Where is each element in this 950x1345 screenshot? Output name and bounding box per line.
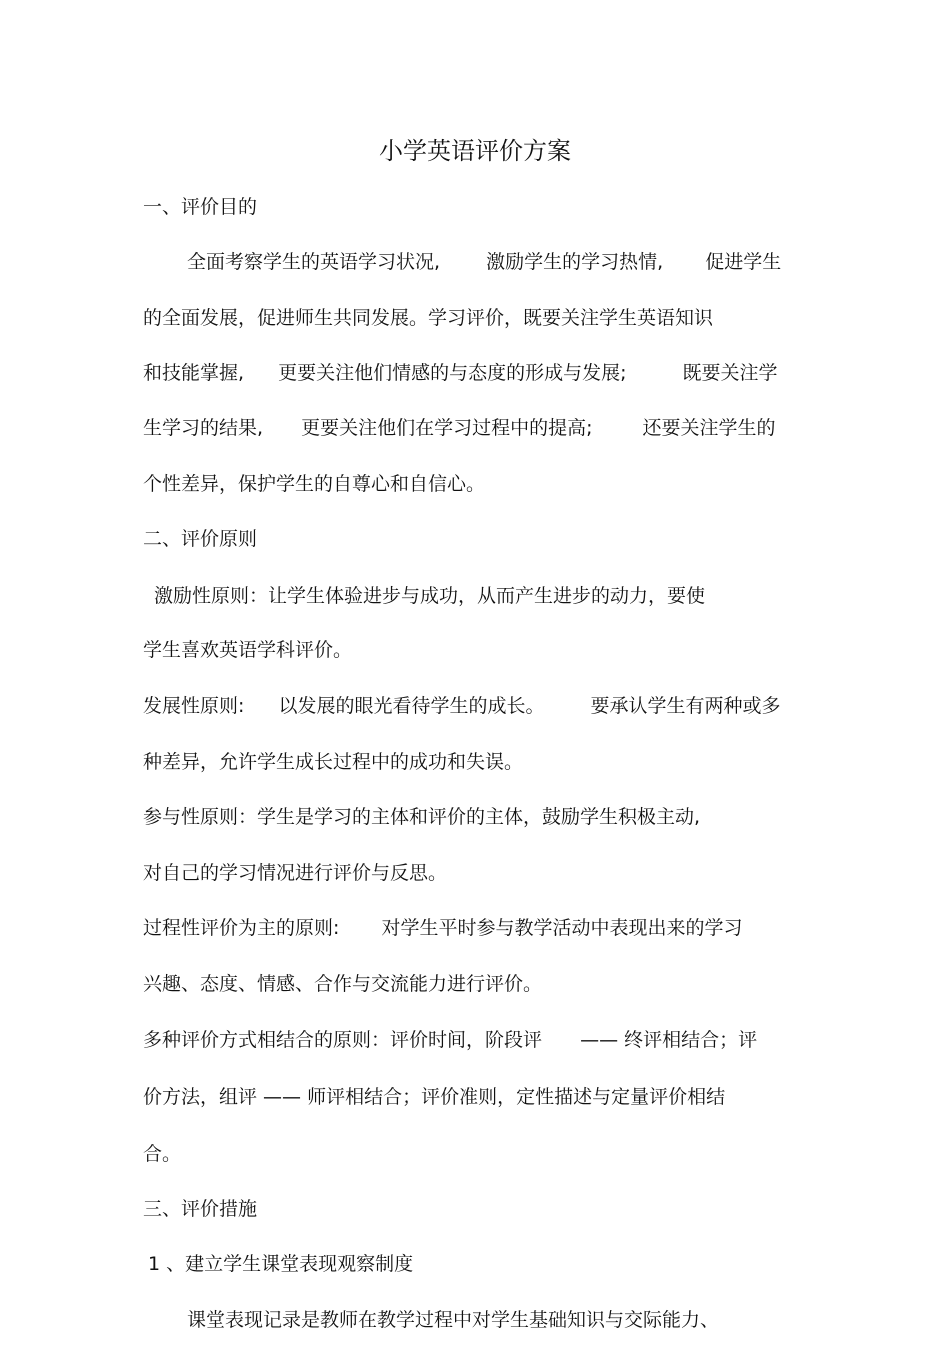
text-segment: 以发展的眼光看待学生的成长。 [278, 695, 545, 717]
text-segment: 发展性原则: [143, 695, 245, 717]
text-segment: 课堂表现记录是教师在教学过程中对学生基础知识与交际能力、 [187, 1309, 720, 1331]
text-segment: 促进学生 [705, 251, 782, 273]
text-segment: 价方法，组评 —— 师评相结合；评价准则，定性描述与定量评价相结 [143, 1086, 726, 1108]
text-segment: 对学生平时参与教学活动中表现出来的学习 [381, 917, 743, 939]
text-segment: 激励性原则：让学生体验进步与成功，从而产生进步的动力，要使 [154, 585, 706, 607]
text-segment: 1 、建立学生课堂表现观察制度 [148, 1253, 414, 1275]
subsection-heading [148, 1248, 413, 1280]
text-segment: 学生喜欢英语学科评价。 [143, 639, 353, 661]
paragraph-line [143, 801, 700, 833]
text-segment: 更要关注他们在学习过程中的提高; [301, 417, 593, 439]
text-segment: 多种评价方式相结合的原则：评价时间，阶段评 [143, 1029, 543, 1051]
section-heading [143, 523, 257, 555]
document-title: 小学英语评价方案 [379, 137, 571, 165]
text-segment: 和技能掌握, [143, 362, 245, 384]
text-segment: 全面考察学生的英语学习状况, [187, 251, 441, 273]
paragraph-line [154, 580, 705, 612]
text-segment: 合。 [143, 1143, 182, 1165]
paragraph-line [143, 302, 713, 334]
paragraph-line [143, 357, 778, 389]
paragraph-line [143, 1081, 725, 1113]
text-segment: 要承认学生有两种或多 [590, 695, 781, 717]
text-segment: 更要关注他们情感的与态度的形成与发展; [278, 362, 627, 384]
text-segment: 二、评价原则 [143, 528, 258, 550]
text-segment: 参与性原则：学生是学习的主体和评价的主体，鼓励学生积极主动, [143, 806, 701, 828]
paragraph-line [143, 968, 542, 1000]
paragraph-line [143, 1138, 181, 1170]
paragraph-line [187, 1304, 719, 1336]
text-segment: 激励学生的学习热情, [486, 251, 664, 273]
paragraph-line [143, 468, 485, 500]
section-heading [143, 191, 257, 223]
text-segment: 一、评价目的 [143, 196, 258, 218]
text-segment: 三、评价措施 [143, 1198, 258, 1220]
paragraph-line [143, 634, 352, 666]
paragraph-line [187, 246, 781, 278]
paragraph-line [143, 690, 781, 722]
text-segment: 过程性评价为主的原则: [143, 917, 340, 939]
text-segment: 个性差异，保护学生的自尊心和自信心。 [143, 473, 486, 495]
text-segment: 还要关注学生的 [642, 417, 776, 439]
text-segment: 种差异，允许学生成长过程中的成功和失误。 [143, 751, 524, 773]
section-heading [143, 1193, 257, 1225]
text-segment: 生学习的结果, [143, 417, 264, 439]
paragraph-line [143, 412, 776, 444]
paragraph-line [143, 1024, 757, 1056]
text-segment: 的全面发展，促进师生共同发展。学习评价，既要关注学生英语知识 [143, 307, 714, 329]
text-segment: 既要关注学 [682, 362, 778, 384]
paragraph-line [143, 912, 742, 944]
paragraph-line [143, 746, 523, 778]
text-segment: 兴趣、态度、情感、合作与交流能力进行评价。 [143, 973, 543, 995]
text-segment: 对自己的学习情况进行评价与反思。 [143, 862, 448, 884]
paragraph-line [143, 857, 447, 889]
text-segment: —— 终评相结合；评 [580, 1029, 758, 1051]
